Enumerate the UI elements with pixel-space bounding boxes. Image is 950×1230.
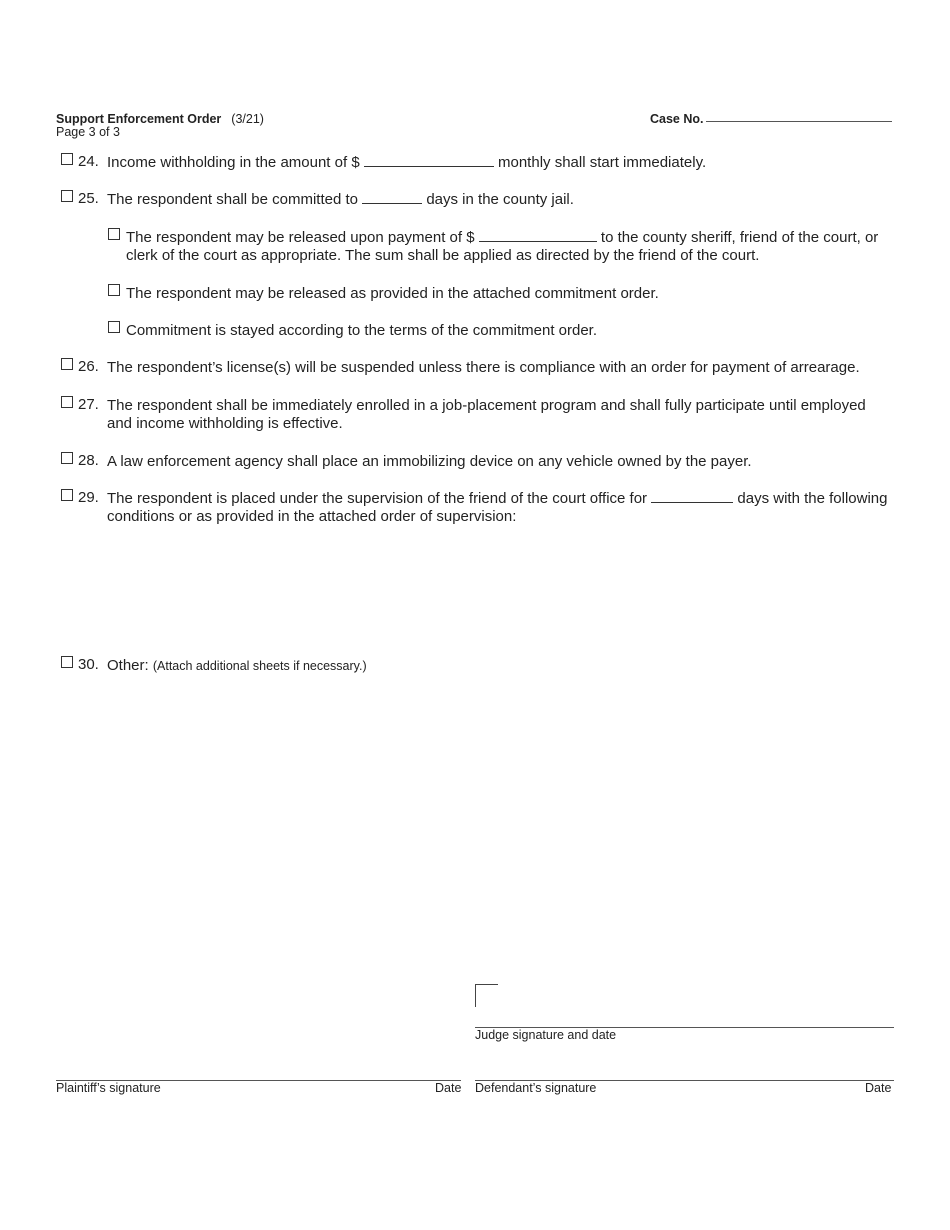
item-29-text-pre: The respondent is placed under the supervision of the friend of the court office for — [107, 490, 648, 507]
item-25a-text-pre: The respondent may be released upon payment of $ — [126, 229, 475, 246]
item-24-text-pre: Income withholding in the amount of $ — [107, 154, 360, 171]
release-payment-amount-field[interactable] — [479, 240, 597, 242]
checkbox-item-24[interactable] — [61, 153, 73, 165]
income-withholding-amount-field[interactable] — [364, 165, 494, 167]
item-28-number: 28. — [78, 452, 99, 469]
item-24-text-post: monthly shall start immediately. — [498, 154, 707, 171]
item-25b-text: The respondent may be released as provided in the attached commitment order. — [126, 285, 659, 302]
other-orders-area[interactable] — [107, 680, 895, 970]
item-25a-line2: clerk of the court as appropriate. The sum shall be applied as directed by the friend of the court. — [126, 247, 760, 264]
item-30-note: (Attach additional sheets if necessary.) — [152, 659, 367, 673]
case-number-field[interactable] — [706, 121, 892, 122]
form-revision: (3/21) — [231, 112, 264, 126]
item-25c-text: Commitment is stayed according to the terms of the commitment order. — [126, 322, 598, 339]
item-26-text: The respondent’s license(s) will be suspended unless there is compliance with an order for payment of arrearage. — [107, 359, 860, 376]
item-26-number: 26. — [78, 358, 99, 375]
item-25-text-post: days in the county jail. — [426, 191, 574, 208]
checkbox-item-27[interactable] — [61, 396, 73, 408]
form-title: Support Enforcement Order — [56, 112, 222, 126]
checkbox-item-26[interactable] — [61, 358, 73, 370]
item-24-number: 24. — [78, 153, 99, 170]
item-30 — [107, 656, 367, 676]
plaintiff-signature-label: Plaintiff’s signature — [56, 1081, 161, 1095]
item-25 — [107, 190, 574, 209]
checkbox-item-30[interactable] — [61, 656, 73, 668]
defendant-date-label: Date — [865, 1081, 892, 1095]
case-number-label: Case No. — [650, 112, 704, 126]
item-29-text-post: days with the following — [737, 490, 888, 507]
checkbox-item-25-release-commitment-order[interactable] — [108, 284, 120, 296]
supervision-conditions-area[interactable] — [107, 530, 895, 640]
plaintiff-date-label: Date — [435, 1081, 462, 1095]
checkbox-item-25-commitment-stayed[interactable] — [108, 321, 120, 333]
item-29-number: 29. — [78, 489, 99, 506]
supervision-days-field[interactable] — [651, 501, 733, 503]
item-30-label: Other: — [107, 657, 149, 674]
item-28-text: A law enforcement agency shall place an immobilizing device on any vehicle owned by the payer. — [107, 453, 752, 470]
jail-days-field[interactable] — [362, 202, 422, 204]
judge-signature-label: Judge signature and date — [475, 1028, 617, 1042]
item-24 — [107, 153, 706, 172]
checkbox-item-29[interactable] — [61, 489, 73, 501]
item-27-number: 27. — [78, 396, 99, 413]
checkbox-item-25[interactable] — [61, 190, 73, 202]
item-30-number: 30. — [78, 656, 99, 673]
item-25-text-pre: The respondent shall be committed to — [107, 191, 358, 208]
case-number-group — [650, 110, 895, 128]
item-27-line2: and income withholding is effective. — [107, 415, 343, 432]
seal-corner-mark — [475, 984, 498, 1007]
item-25-release-payment — [126, 228, 878, 247]
checkbox-item-25-release-payment[interactable] — [108, 228, 120, 240]
page-number: Page 3 of 3 — [56, 125, 120, 139]
item-25-number: 25. — [78, 190, 99, 207]
checkbox-item-28[interactable] — [61, 452, 73, 464]
item-29 — [107, 489, 888, 508]
defendant-signature-label: Defendant’s signature — [475, 1081, 597, 1095]
item-29-line2: conditions or as provided in the attached order of supervision: — [107, 508, 517, 525]
item-27-line1: The respondent shall be immediately enrolled in a job-placement program and shall fully participate until employed — [107, 397, 866, 414]
item-25a-text-post: to the county sheriff, friend of the court, or — [600, 229, 879, 246]
